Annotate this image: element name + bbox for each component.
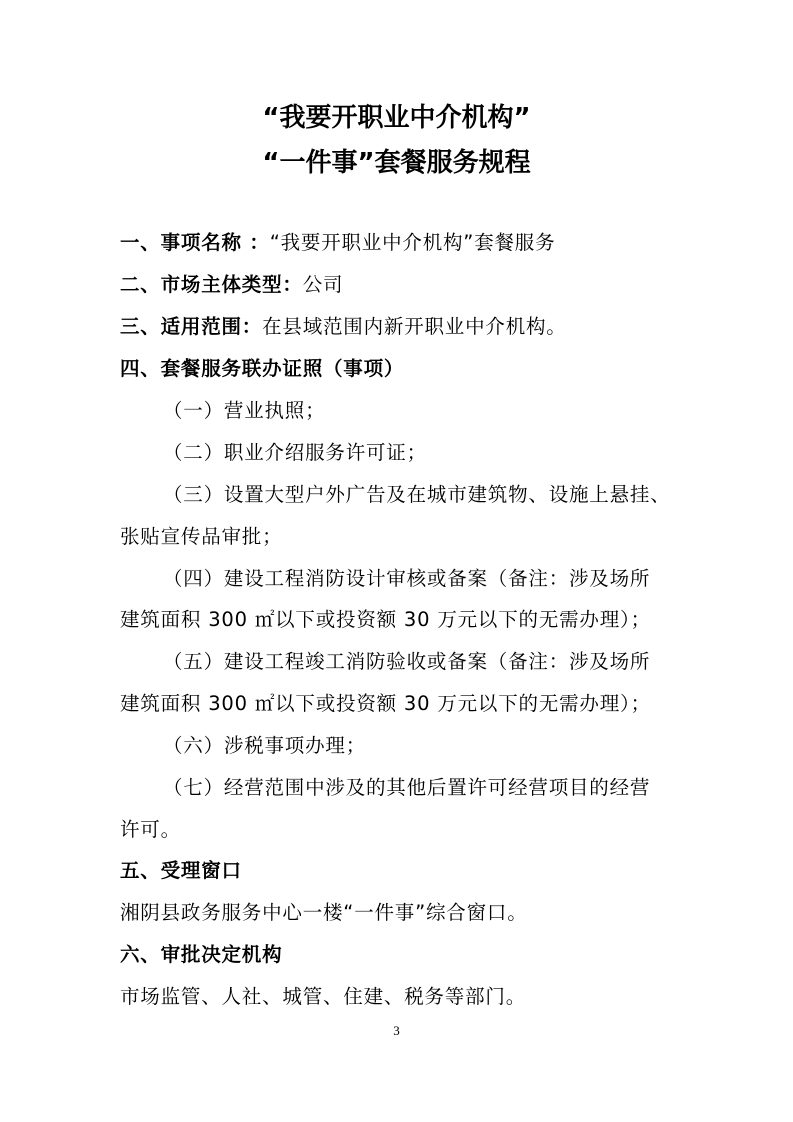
section-heading-licenses: 四、套餐服务联办证照（事项） — [120, 357, 405, 380]
license-item: （七）经营范围中涉及的其他后置许可经营项目的经营 — [163, 776, 651, 799]
section-heading-authority: 六、审批决定机构 — [120, 943, 283, 966]
section-item-name — [120, 229, 555, 257]
section-heading: 二、市场主体类型： — [120, 273, 303, 296]
license-item: （六）涉税事项办理； — [163, 734, 367, 757]
section-text-window: 湘阴县政务服务中心一楼“一件事”综合窗口。 — [120, 901, 528, 924]
license-item-continuation: 许可。 — [120, 818, 181, 841]
license-item-continuation: 张贴宣传品审批； — [120, 525, 283, 548]
section-text: 在县域范围内新开职业中介机构。 — [262, 315, 567, 338]
license-item-continuation: 建筑面积 300 ㎡以下或投资额 30 万元以下的无需办理）； — [120, 608, 651, 631]
section-heading: 三、适用范围： — [120, 315, 263, 338]
license-item: （五）建设工程竣工消防验收或备案（备注：涉及场所 — [163, 650, 651, 673]
section-text: “我要开职业中介机构”套餐服务 — [269, 231, 556, 254]
section-scope — [120, 313, 567, 341]
section-text-authority: 市场监管、人社、城管、住建、税务等部门。 — [120, 985, 527, 1008]
document-title-line-1: “我要开职业中介机构” — [262, 103, 531, 133]
license-item-continuation: 建筑面积 300 ㎡以下或投资额 30 万元以下的无需办理）； — [120, 692, 651, 715]
document-title-line-2: “一件事”套餐服务规程 — [262, 148, 531, 178]
section-text: 公司 — [302, 273, 344, 296]
license-item: （三）设置大型户外广告及在城市建筑物、设施上悬挂、 — [163, 483, 671, 506]
license-item: （二）职业介绍服务许可证； — [163, 441, 427, 464]
section-heading-window: 五、受理窗口 — [120, 859, 242, 882]
license-item: （四）建设工程消防设计审核或备案（备注：涉及场所 — [163, 567, 651, 590]
section-entity-type — [120, 271, 343, 299]
section-heading: 一、事项名称 ： — [120, 231, 270, 254]
page-number: 3 — [393, 1023, 400, 1038]
license-item: （一）营业执照； — [163, 399, 326, 422]
